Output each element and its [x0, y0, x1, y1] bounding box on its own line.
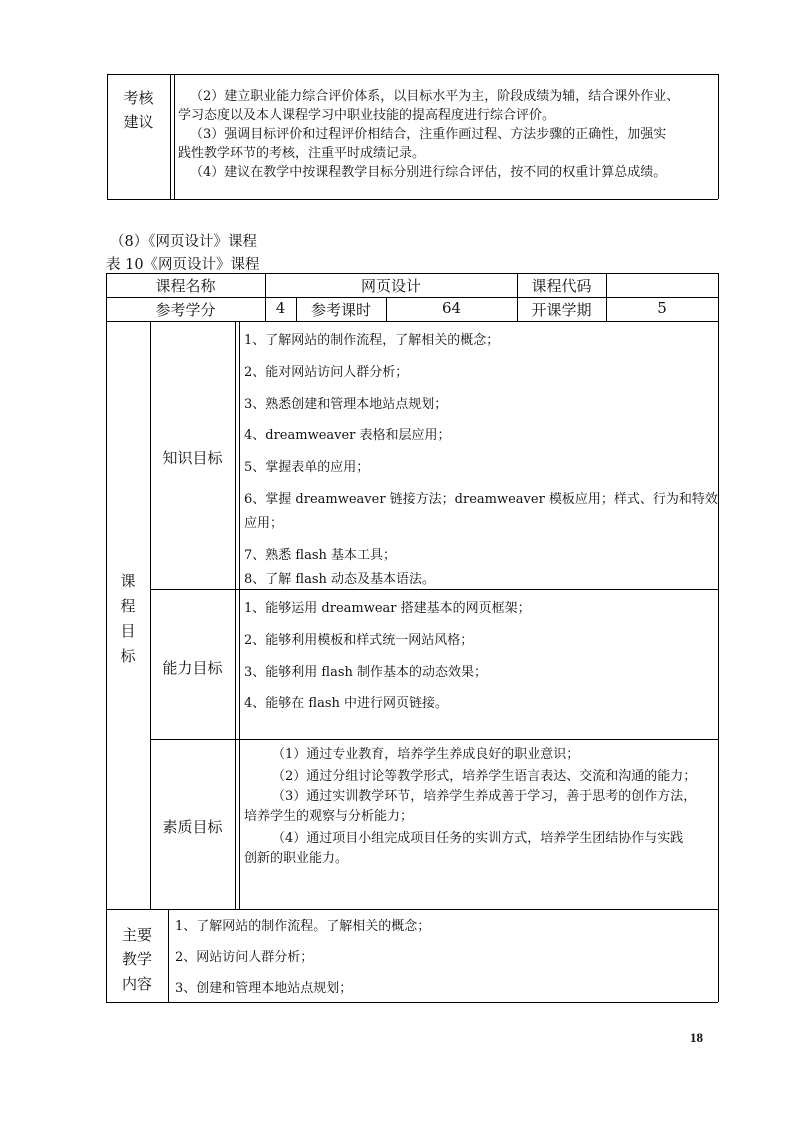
assessment-item: 践性教学环节的考核，注重平时成绩记录。	[178, 146, 426, 161]
knowledge-goal-item: 8、了解 flash 动态及基本语法。	[244, 572, 436, 587]
content-label-line-1: 主要	[121, 926, 152, 944]
credit-value: 4	[275, 299, 286, 317]
knowledge-goal-item: 3、熟悉创建和管理本地站点规划；	[244, 397, 448, 412]
knowledge-goal-item: 7、熟悉 flash 基本工具；	[244, 548, 397, 563]
hours-value: 64	[441, 299, 462, 317]
ability-goal-item: 2、能够利用模板和样式统一网站风格；	[244, 633, 474, 648]
assessment-label-line-2: 建议	[123, 113, 154, 131]
knowledge-goal-item: 1、了解网站的制作流程，了解相关的概念；	[244, 333, 500, 348]
content-item: 3、创建和管理本地站点规划；	[175, 981, 353, 996]
ability-goal-item: 4、能够在 flash 中进行网页链接。	[244, 696, 449, 711]
goals-label-char: 目	[120, 622, 136, 640]
ability-goal-item: 1、能够运用 dreamwear 搭建基本的网页框架；	[244, 601, 531, 616]
content-item: 1、了解网站的制作流程。了解相关的概念；	[175, 919, 431, 934]
goals-label-char: 标	[120, 647, 136, 665]
course-name-value: 网页设计	[360, 277, 421, 295]
quality-goal-item: 创新的职业能力。	[244, 851, 349, 866]
assessment-label-line-1: 考核	[123, 89, 154, 107]
knowledge-goal-item: 应用；	[244, 516, 284, 531]
assessment-item: 学习态度以及本人课程学习中职业技能的提高程度进行综合评价。	[178, 108, 556, 123]
knowledge-goal-item: 6、掌握 dreamweaver 链接方法；dreamweaver 模板应用；样式、行为和特效	[244, 492, 718, 507]
credit-label: 参考学分	[155, 301, 216, 319]
goals-label-char: 程	[120, 597, 136, 615]
knowledge-goal-item: 5、掌握表单的应用；	[244, 460, 370, 475]
section-heading: （8）《网页设计》课程	[110, 234, 257, 250]
ability-goal-item: 3、能够利用 flash 制作基本的动态效果；	[244, 665, 488, 680]
content-item: 2、网站访问人群分析；	[175, 950, 314, 965]
knowledge-goal-item: 2、能对网站访问人群分析；	[244, 365, 409, 380]
assessment-item: （4）建议在教学中按课程教学目标分别进行综合评估，按不同的权重计算总成绩。	[190, 165, 667, 180]
quality-goal-item: 培养学生的观察与分析能力；	[244, 809, 414, 824]
content-label-line-2: 教学	[121, 950, 152, 968]
content-label-line-3: 内容	[121, 975, 152, 993]
assessment-item: （2）建立职业能力综合评价体系，以目标水平为主，阶段成绩为辅，结合课外作业、	[190, 89, 680, 104]
term-value: 5	[657, 299, 667, 317]
quality-goal-item: （2）通过分组讨论等教学形式，培养学生语言表达、交流和沟通的能力；	[272, 769, 697, 784]
course-code-label: 课程代码	[531, 277, 592, 295]
knowledge-goal-item: 4、dreamweaver 表格和层应用；	[244, 428, 451, 443]
assessment-item: （3）强调目标评价和过程评价相结合，注重作画过程、方法步骤的正确性，加强实	[190, 127, 667, 142]
ability-goals-label: 能力目标	[162, 659, 223, 677]
page-number: 18	[690, 1030, 703, 1045]
course-name-label: 课程名称	[155, 277, 216, 295]
quality-goal-item: （3）通过实训教学环节，培养学生养成善于学习，善于思考的创作方法，	[272, 789, 697, 804]
quality-goals-label: 素质目标	[162, 818, 223, 836]
quality-goal-item: （4）通过项目小组完成项目任务的实训方式，培养学生团结协作与实践	[272, 831, 684, 846]
term-label: 开课学期	[531, 301, 592, 319]
knowledge-goals-label: 知识目标	[162, 449, 223, 467]
goals-label-char: 课	[120, 572, 136, 590]
hours-label: 参考课时	[310, 301, 371, 319]
table-caption: 表 10《网页设计》课程	[106, 257, 260, 273]
quality-goal-item: （1）通过专业教育，培养学生养成良好的职业意识；	[272, 747, 580, 762]
